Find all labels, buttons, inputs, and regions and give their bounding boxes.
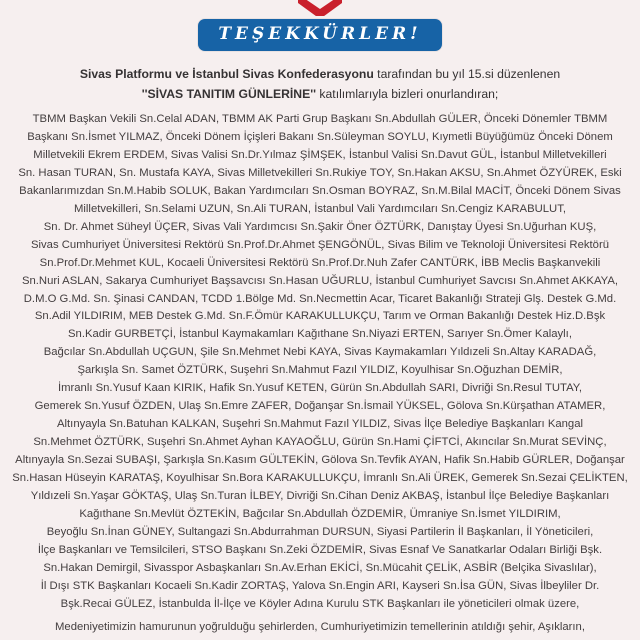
- intro-event-name: ''SİVAS TANITIM GÜNLERİNE'': [141, 87, 317, 101]
- attendee-list-line: İl Dışı STK Başkanları Kocaeli Sn.Kadir ZORTAŞ, Yalova Sn.Engin ARI, Kayseri Sn.İsa GÜN, Sivas İlbeyliler Dr.: [40, 579, 600, 592]
- attendee-list-line: Sn.Prof.Dr.Mehmet KUL, Kocaeli Üniversitesi Rektörü Sn.Prof.Dr.Nuh Zafer CANTÜRK, İBB Meclis Başkanvekili: [39, 256, 601, 269]
- attendee-list-line: Sn.Nuri ASLAN, Sakarya Cumhuriyet Başsavcısı Sn.Hasan UĞURLU, İstanbul Cumhuriyet Savcısı Sn.Ahmet AKKAYA,: [21, 274, 619, 287]
- attendee-list-line: Kağıthane Sn.Mevlüt ÖZTEKİN, Bağcılar Sn.Abdullah ÖZDEMİR, Ümraniye Sn.İsmet YILDIRIM,: [79, 507, 561, 520]
- attendee-list-line: Altınyayla Sn.Sezai SUBAŞI, Şarkışla Sn.Kasım GÜLTEKİN, Gölova Sn.Tevfik AYAN, Hafik Sn.Habib GÜRLER, Doğanşar: [15, 454, 625, 467]
- attendee-list: [4, 111, 636, 614]
- attendee-list-line: Yıldızeli Sn.Yaşar GÖKTAŞ, Ulaş Sn.Turan İLBEY, Divriği Sn.Cihan Deniz AKBAŞ, İstanbul İlçe Belediye Başkanları: [30, 490, 610, 503]
- attendee-list-line: Sn.Hakan Demirgil, Sivasspor Asbaşkanları Sn.Av.Erhan EKİCİ, Sn.Mücahit ÇELİK, ASBİR (Belçika Sivaslılar),: [43, 561, 597, 574]
- attendee-list-line: D.M.O G.Md. Sn. Şinasi CANDAN, TCDD 1.Bölge Md. Sn.Necmettin Acar, Ticaret Bakanlığı Strateji Glş. Destek G.Md.: [23, 292, 617, 305]
- attendee-list-line: Sn.Kadir GURBETÇİ, İstanbul Kaymakamları Kağıthane Sn.Niyazi ERTEN, Sarıyer Sn.Ömer Kalaylı,: [68, 328, 572, 341]
- attendee-list-line: TBMM Başkan Vekili Sn.Celal ADAN, TBMM AK Parti Grup Başkanı Sn.Abdullah GÜLER, Önceki Dönemler TBMM: [32, 113, 608, 125]
- attendee-list-line: Beyoğlu Sn.İnan GÜNEY, Sultangazi Sn.Abdurrahman DURSUN, Siyasi Partilerin İl Başkanları, İl Yöneticileri,: [46, 525, 594, 538]
- intro-line2-rest: katılımlarıyla bizleri onurlandıran;: [316, 87, 499, 101]
- attendee-list-line: Şarkışla Sn. Samet ÖZTÜRK, Suşehri Sn.Mahmut Fazıl YILDIZ, Koyulhisar Sn.Oğuzhan DEMİR,: [77, 364, 563, 377]
- attendee-list-line: Başkanı Sn.İsmet YILMAZ, Önceki Dönem İçişleri Bakanı Sn.Süleyman SOYLU, Kıymetli Büyüğümüz Önceki Dönem: [27, 130, 613, 143]
- attendee-list-line: Bşk.Recai GÜLEZ, İstanbulda İl-İlçe ve Köyler Adına Kurulu STK Başkanları ile yöneticileri olmak üzere,: [60, 597, 580, 610]
- thanks-banner-text: TEŞEKKÜRLER!: [218, 24, 422, 44]
- attendee-list-line: Sn. Hasan TURAN, Sn. Mustafa KAYA, Sivas Milletvekilleri Sn.Rukiye TOY, Sn.Hakan AKSU, Sn.Ahmet ÖZYÜREK, Eski: [18, 166, 622, 179]
- attendee-list-line: Bağcılar Sn.Abdullah UÇGUN, Şile Sn.Mehmet Nebi KAYA, Sivas Kaymakamları Yıldızeli Sn.Altay KARADAĞ,: [43, 346, 597, 359]
- attendee-list-line: Milletvekili Ekrem ERDEM, Sivas Valisi Sn.Dr.Yılmaz ŞİMŞEK, İstanbul Valisi Sn.Davut GÜL, İstanbul Milletvekilleri: [33, 148, 607, 161]
- chevron-down-icon: [0, 0, 640, 16]
- attendee-list-line: Sn.Mehmet ÖZTÜRK, Suşehri Sn.Ahmet Ayhan KAYAOĞLU, Gürün Sn.Hami ÇİFTCİ, Akıncılar Sn.Murat SEVİNÇ,: [33, 436, 607, 449]
- attendee-list-line: İlçe Başkanları ve Temsilcileri, STSO Başkanı Sn.Zeki ÖZDEMİR, Sivas Esnaf Ve Sanatkarlar Odaları Birliği Bşk.: [37, 543, 603, 556]
- attendee-list-line: Sn. Dr. Ahmet Süheyl ÜÇER, Sivas Vali Yardımcısı Sn.Şakir Öner ÖZTÜRK, Danıştay Üyesi Sn.Uğurhan KUŞ,: [43, 220, 597, 233]
- intro-line1-rest: tarafından bu yıl 15.si düzenlenen: [373, 67, 561, 81]
- thanks-banner: [198, 19, 441, 51]
- attendee-list-line: Gemerek Sn.Yusuf ÖZDEN, Ulaş Sn.Emre ZAFER, Doğanşar Sn.İsmail YÜKSEL, Gölova Sn.Kürşathan ATAMER,: [34, 400, 606, 413]
- attendee-list-line: Sn.Hasan Hüseyin KARATAŞ, Koyulhisar Sn.Bora KARAKULLUKÇU, İmranlı Sn.Ali ÜREK, Gemerek Sn.Sezai ÇELİKTEN,: [12, 472, 628, 485]
- attendee-list-line: Altınyayla Sn.Batuhan KALKAN, Suşehri Sn.Mahmut Fazıl YILDIZ, Sivas İlçe Belediye Başkanları Kangal: [57, 418, 583, 431]
- attendee-list-line: Milletvekilleri, Sn.Selami UZUN, Sn.Ali TURAN, İstanbul Vali Yardımcıları Sn.Cengiz KARABULUT,: [74, 202, 566, 215]
- intro-paragraph: [20, 64, 620, 104]
- attendee-list-line: Sn.Adil YILDIRIM, MEB Destek G.Md. Sn.F.Ömür KARAKULLUKÇU, Tarım ve Orman Bakanlığı Destek Hiz.D.Bşk: [34, 310, 606, 323]
- attendee-list-line: Bakanlarımızdan Sn.M.Habib SOLUK, Bakan Yardımcıları Sn.Osman BOYRAZ, Sn.M.Bilal MACİT, Önceki Dönem Sivas: [19, 184, 621, 197]
- closing-line: Medeniyetimizin hamurunun yoğrulduğu şehirlerden, Cumhuriyetimizin temellerinin atıldığı şehir, Aşıkların,: [55, 620, 585, 633]
- banner-row: [0, 19, 640, 51]
- attendee-list-line: İmranlı Sn.Yusuf Kaan KIRIK, Hafik Sn.Yusuf KETEN, Gürün Sn.Abdullah SARI, Divriği Sn.Resul TUTAY,: [57, 382, 583, 395]
- intro-organizers: Sivas Platformu ve İstanbul Sivas Konfederasyonu: [79, 67, 374, 81]
- attendee-list-line: Sivas Cumhuriyet Üniversitesi Rektörü Sn.Prof.Dr.Ahmet ŞENGÖNÜL, Sivas Bilim ve Teknoloji Üniversitesi Rektörü: [30, 238, 609, 251]
